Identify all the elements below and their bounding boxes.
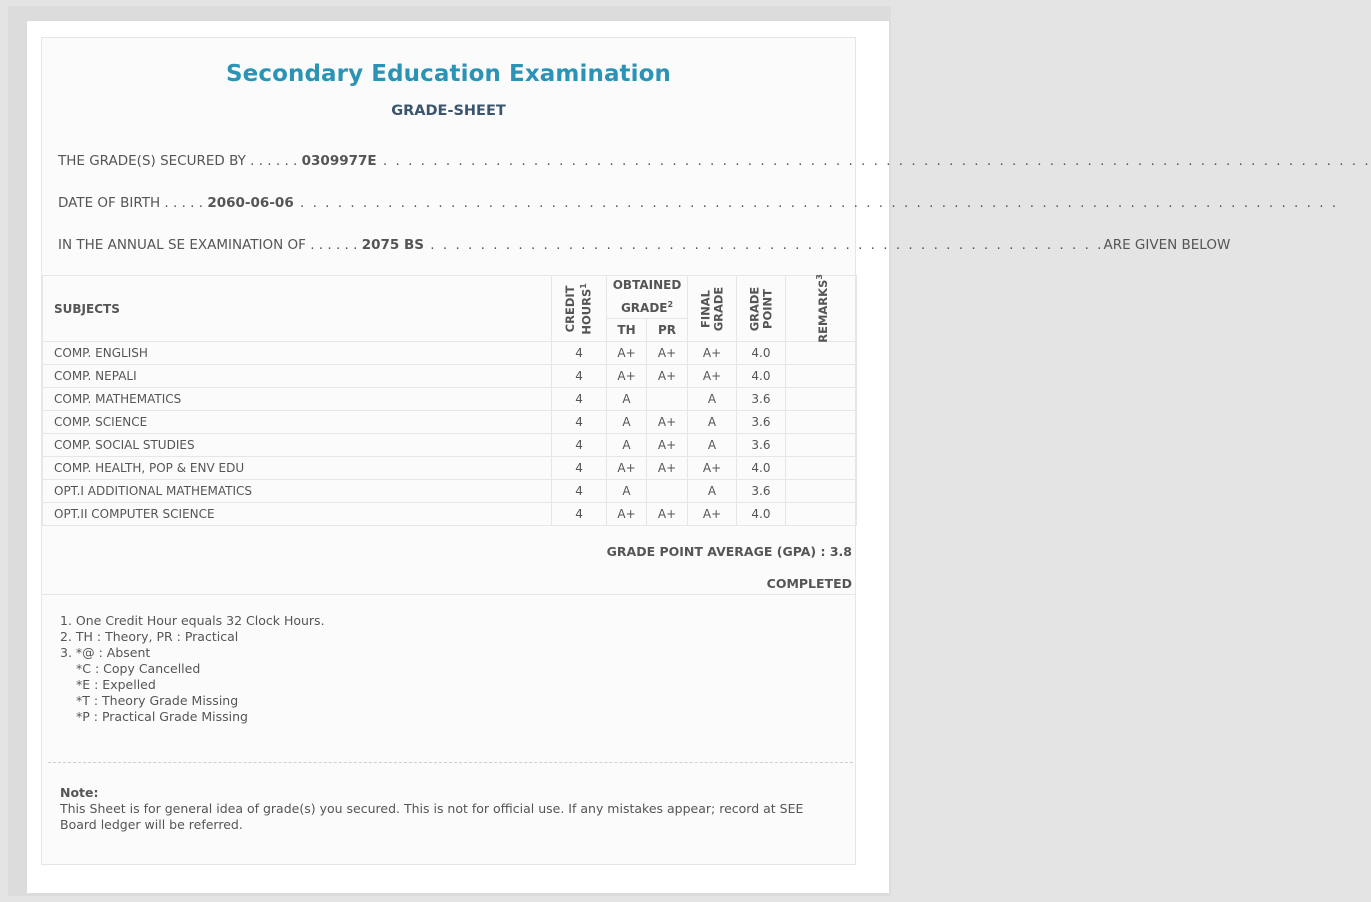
grades-table [42, 275, 857, 526]
gpa-label: GRADE POINT AVERAGE (GPA) : [606, 544, 826, 559]
remark-code: *C : Copy Cancelled [76, 661, 201, 676]
obtained-grade-header: OBTAINED GRADE$^2$ [607, 276, 688, 319]
exam-title: Secondary Education Examination [225, 61, 672, 87]
credit-hours-header: CREDIT HOURS$^1$ [552, 276, 607, 342]
table-row: COMP. HEALTH, POP & ENV EDU 4 A+ A+ A+ 4.0 [43, 457, 857, 480]
table-row: OPT.II COMPUTER SCIENCE 4 A+ A+ A+ 4.0 [43, 503, 857, 526]
remark-code: *T : Theory Grade Missing [76, 693, 239, 708]
footnote-1: 1. One Credit Hour equals 32 Clock Hours. [60, 613, 325, 628]
table-row: COMP. ENGLISH 4 A+ A+ A+ 4.0 [43, 342, 857, 365]
exam-label: IN THE ANNUAL SE EXAMINATION OF [58, 237, 306, 253]
divider [42, 594, 855, 595]
subjects-header: SUBJECTS [43, 276, 552, 342]
table-row: COMP. NEPALI 4 A+ A+ A+ 4.0 [43, 365, 857, 388]
footnotes [60, 613, 325, 725]
theory-header: TH [607, 319, 647, 342]
dob-label: DATE OF BIRTH [58, 195, 161, 211]
remark-code: *P : Practical Grade Missing [76, 709, 248, 724]
secured-by-label: THE GRADE(S) SECURED BY [58, 153, 246, 169]
footnote-2: 2. TH : Theory, PR : Practical [60, 629, 239, 644]
note-title: Note: [60, 785, 99, 800]
result-status: COMPLETED [766, 576, 852, 591]
table-row: COMP. SCIENCE 4 A A+ A 3.6 [43, 411, 857, 434]
dashed-divider [48, 762, 853, 763]
given-below-label: ARE GIVEN BELOW [1103, 237, 1231, 253]
remark-code: *E : Expelled [76, 677, 156, 692]
sheet-subtitle: GRADE-SHEET [391, 103, 506, 119]
table-row: COMP. SOCIAL STUDIES 4 A A+ A 3.6 [43, 434, 857, 457]
grade-sheet [41, 37, 1371, 865]
table-row: COMP. MATHEMATICS 4 A A 3.6 [43, 388, 857, 411]
dob-line: DATE OF BIRTH . . . . . 2060-06-06 . . . . . . . . . . . . . . . . . . . . . . . . . . . . . . . . . . . . . . . . . . . . . . . . . . . . . . . . . . . . . . . . . . . . . . . . . . . . . . . . . . . [58, 195, 1339, 211]
grade-point-header: GRADE POINT [736, 276, 785, 342]
symbol-number: 0309977E [301, 153, 377, 169]
date-of-birth: 2060-06-06 [207, 195, 294, 211]
gpa-line [607, 544, 852, 559]
practical-header: PR [647, 319, 688, 342]
remarks-header: REMARKS$^3$ [785, 276, 856, 342]
footnote-3: 3. *@ : Absent [60, 645, 151, 660]
note-text: This Sheet is for general idea of grade(s) you secured. This is not for official use. If any mistakes appear; record at SEE Board ledger will be referred. [60, 801, 804, 832]
table-row: OPT.I ADDITIONAL MATHEMATICS 4 A A 3.6 [43, 480, 857, 503]
exam-year: 2075 BS [361, 237, 424, 253]
secured-by-line: THE GRADE(S) SECURED BY . . . . . . 0309977E . . . . . . . . . . . . . . . . . . . . . . . . . . . . . . . . . . . . . . . . . . . . . . . . . . . . . . . . . . . . . . . . . . . . . . . . . . . . . . . [58, 153, 1371, 169]
gpa-value: 3.8 [829, 544, 852, 559]
exam-line: IN THE ANNUAL SE EXAMINATION OF . . . . . . 2075 BS . . . . . . . . . . . . . . . . . . . . . . . . . . . . . . . . . . . . . . . . . . . . . . . . . . . . . . ARE GIVEN BELOW [58, 237, 1231, 253]
final-grade-header: FINAL GRADE [688, 276, 737, 342]
